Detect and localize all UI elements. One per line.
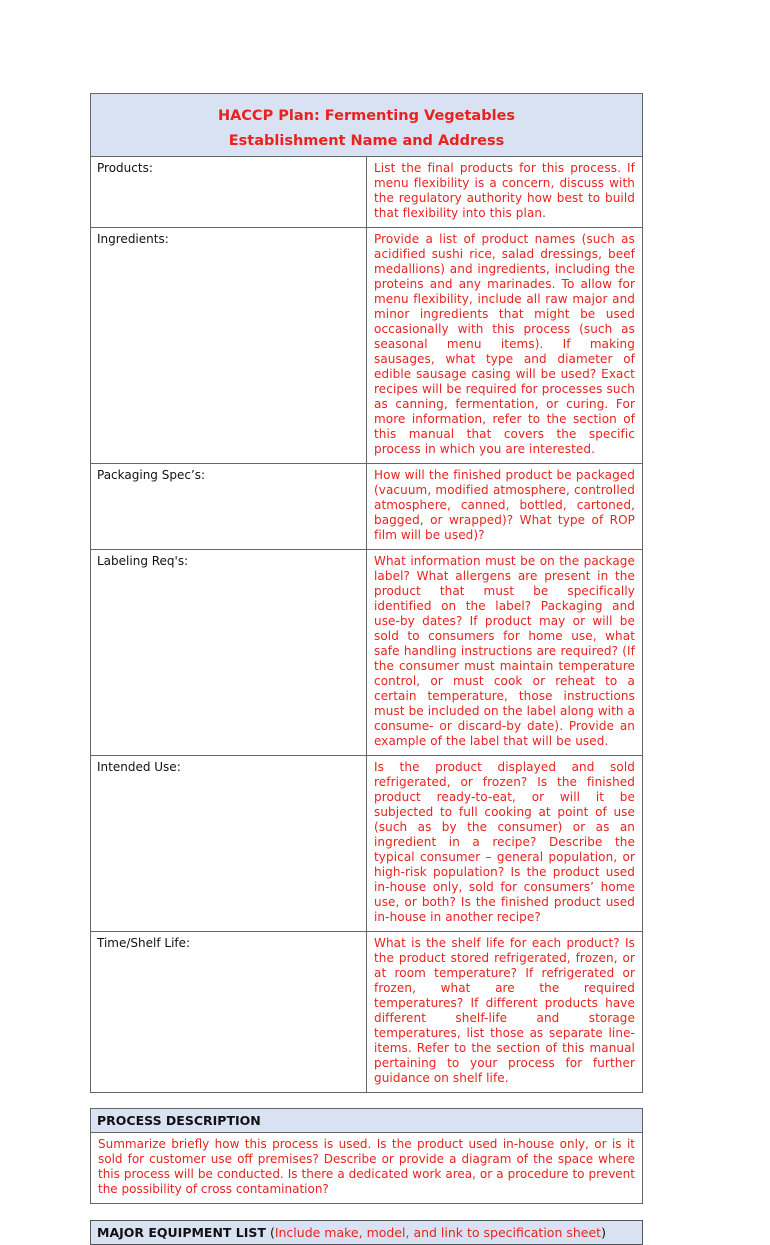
row-label-products: Products:: [91, 157, 367, 228]
row-label-intended-use: Intended Use:: [91, 756, 367, 932]
row-value-products: List the final products for this process. If menu flexibility is a concern, discuss with the regulatory authority how best to build that flexibility into this plan.: [367, 157, 643, 228]
row-label-ingredients: Ingredients:: [91, 228, 367, 464]
table-row: [91, 157, 643, 228]
process-description-body: Summarize briefly how this process is used. Is the product used in-house only, or is it sold for customer use off premises? Describe or provide a diagram of the space where this process will be conducted. Is there a dedicated work area, or a procedure to prevent the possibility of cross contamination?: [91, 1133, 643, 1204]
equipment-open-paren: (: [265, 1225, 275, 1240]
plan-header-row: [91, 94, 643, 157]
table-row: [91, 756, 643, 932]
plan-header: [91, 94, 643, 157]
row-label-shelf-life: Time/Shelf Life:: [91, 932, 367, 1093]
row-value-intended-use: Is the product displayed and sold refrigerated, or frozen? Is the finished product ready-to-eat, or will it be subjected to full cooking at point of use (such as by the consumer) or as an ingredient in a recipe? Describe the typical consumer – general population, or high-risk population? Is the product used in-house only, sold for consumers’ home use, or both? Is the finished product used in-house in another recipe?: [367, 756, 643, 932]
plan-title: HACCP Plan: Fermenting Vegetables: [217, 108, 516, 124]
document-page: [90, 93, 643, 1245]
table-row: [91, 550, 643, 756]
plan-subtitle: Establishment Name and Address: [228, 133, 505, 149]
row-label-labeling: Labeling Req's:: [91, 550, 367, 756]
process-description-heading: PROCESS DESCRIPTION: [91, 1109, 643, 1133]
process-description-box: [90, 1108, 643, 1204]
table-row: [91, 932, 643, 1093]
table-row: [91, 464, 643, 550]
row-value-ingredients: Provide a list of product names (such as acidified sushi rice, salad dressings, beef medallions) and ingredients, including the proteins and any marinades. To allow for menu flexibility, include all raw major and minor ingredients that might be used occasionally with this process (such as seasonal menu items). If making sausages, what type and diameter of edible sausage casing will be used? Exact recipes will be required for processes such as canning, fermentation, or curing. For more information, refer to the section of this manual that covers the specific process in which you are interested.: [367, 228, 643, 464]
row-value-packaging: How will the finished product be packaged (vacuum, modified atmosphere, controlled atmosphere, canned, bottled, cartoned, bagged, or wrapped)? What type of ROP film will be used)?: [367, 464, 643, 550]
equipment-close-paren: ): [601, 1225, 606, 1240]
haccp-plan-table: [90, 93, 643, 1093]
table-row: [91, 228, 643, 464]
equipment-list-note: Include make, model, and link to specification sheet: [274, 1225, 602, 1240]
row-value-shelf-life: What is the shelf life for each product? Is the product stored refrigerated, frozen, or at room temperature? If refrigerated or frozen, what are the required temperatures? If different products have different shelf-life and storage temperatures, list those as separate line-items. Refer to the section of this manual pertaining to your process for further guidance on shelf life.: [367, 932, 643, 1093]
row-value-labeling: What information must be on the package label? What allergens are present in the product that must be specifically identified on the label? Packaging and use-by dates? If product may or will be sold to consumers for home use, what safe handling instructions are required? (If the consumer must maintain temperature control, or must cook or reheat to a certain temperature, those instructions must be included on the label along with a consume- or discard-by date). Provide an example of the label that will be used.: [367, 550, 643, 756]
equipment-list-heading: MAJOR EQUIPMENT LIST: [97, 1225, 266, 1240]
row-label-packaging: Packaging Spec’s:: [91, 464, 367, 550]
equipment-list-box: [90, 1220, 643, 1245]
